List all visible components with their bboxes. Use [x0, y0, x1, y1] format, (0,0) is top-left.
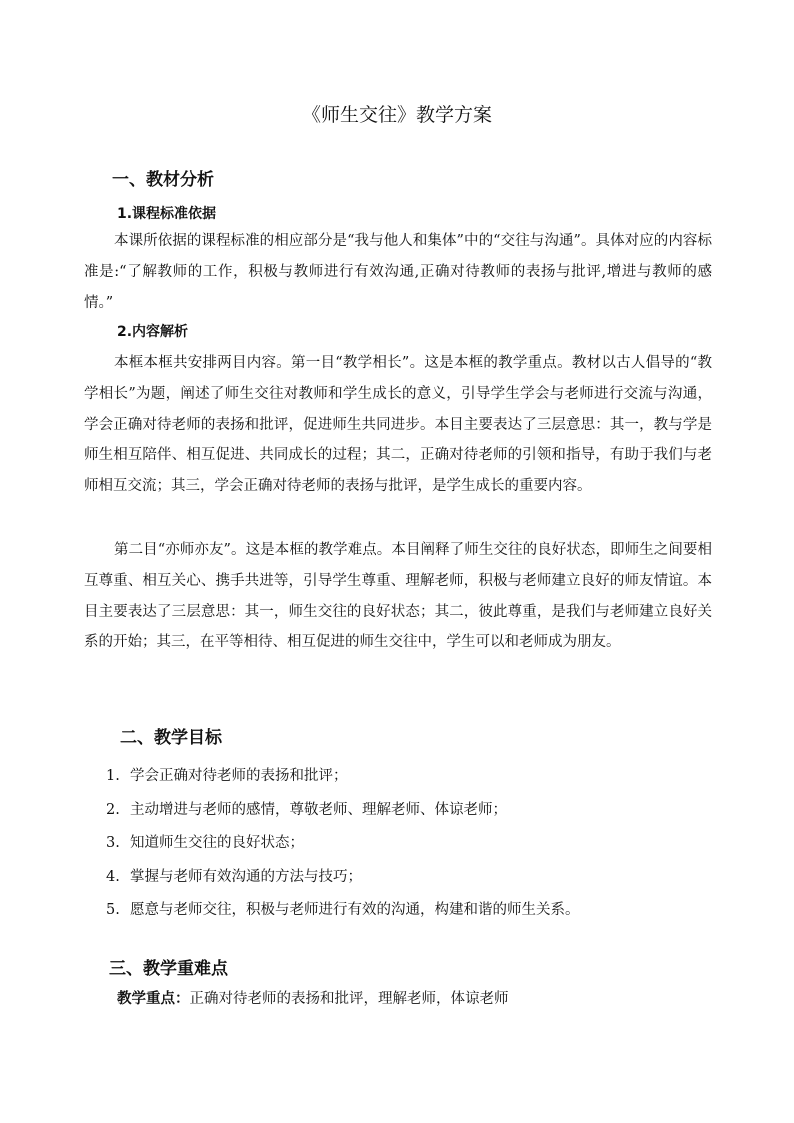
paragraph-content-1: 本框本框共安排两目内容。第一目“教学相长”。这是本框的教学重点。教材以古人倡导的“教学相长”为题，阐述了师生交往对教师和学生成长的意义，引导学生学会与老师进行交流与沟通，学会正确对待老师的表扬和批评，促进师生共同进步。本目主要表达了三层意思：其一，教与学是师生相互陪伴、相互促进、共同成长的过程；其二，正确对待老师的引领和指导，有助于我们与老师相互交流；其三，学会正确对待老师的表扬与批评，是学生成长的重要内容。 — [84, 355, 712, 495]
document-title: 《师生交往》教学方案 — [301, 104, 492, 126]
list-item: 3. 知道师生交往的良好状态； — [106, 835, 304, 851]
section-heading-analysis: 一、教材分析 — [112, 170, 214, 190]
subheading-content: 2.内容解析 — [117, 324, 189, 340]
list-item: 1. 学会正确对待老师的表扬和批评； — [106, 768, 348, 784]
goals-list — [106, 765, 580, 933]
list-item: 5. 愿意与老师交往，积极与老师进行有效的沟通，构建和谐的师生关系。 — [106, 902, 580, 918]
list-item: 2. 主动增进与老师的感情，尊敬老师、理解老师、体谅老师； — [106, 801, 507, 818]
subheading-standards: 1.课程标准依据 — [117, 206, 217, 222]
paragraph-content-2: 第二目“亦师亦友”。这是本框的教学难点。本目阐释了师生交往的良好状态，即师生之间要相互尊重、相互关心、携手共进等，引导学生尊重、理解老师，积极与老师建立良好的师友情谊。本目主要表达了三层意思：其一，师生交往的良好状态；其二，彼此尊重，是我们与老师建立良好关系的开始；其三，在平等相待、相互促进的师生交往中，学生可以和老师成为朋友。 — [84, 542, 712, 651]
section-heading-goals: 二、教学目标 — [120, 728, 222, 748]
key-point-text: 正确对待老师的表扬和批评，理解老师，体谅老师 — [189, 991, 509, 1007]
list-item: 4. 掌握与老师有效沟通的方法与技巧； — [106, 868, 362, 885]
section-heading-key-points: 三、教学重难点 — [109, 959, 228, 979]
key-point-line — [117, 988, 509, 1010]
key-point-label: 教学重点： — [117, 991, 190, 1007]
paragraph-standards: 本课所依据的课程标准的相应部分是“我与他人和集体”中的“交往与沟通”。具体对应的内容标准是:“了解教师的工作，积极与教师进行有效沟通,正确对待教师的表扬与批评,增进与教师的感情。” — [84, 233, 712, 311]
